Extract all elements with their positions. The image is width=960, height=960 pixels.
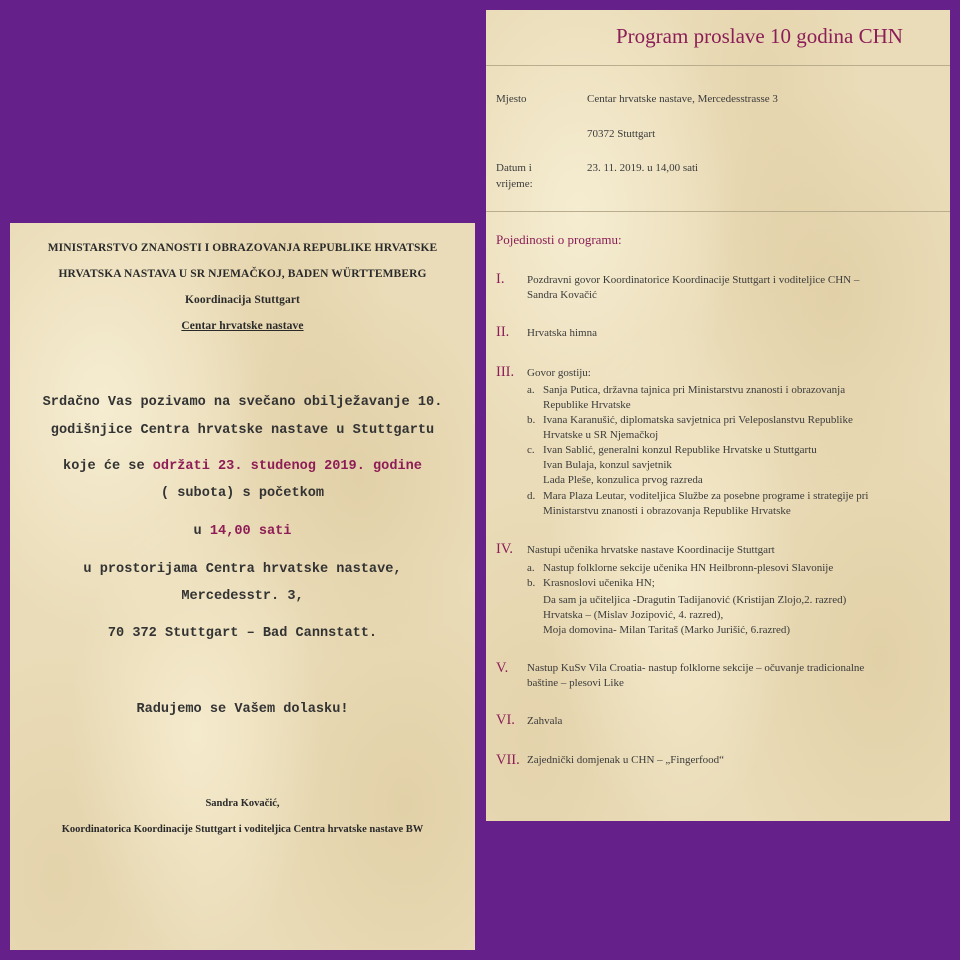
- program-card: [486, 10, 950, 821]
- invite-line-6: u prostorijama Centra hrvatske nastave,: [83, 562, 402, 577]
- coordination-heading: Koordinacija Stuttgart: [185, 294, 300, 306]
- program-details-heading: Pojedinosti o programu:: [496, 232, 622, 247]
- guest-a-line-1: Sanja Putica, državna tajnica pri Ministarstvu znanosti i obrazovanja: [543, 384, 846, 396]
- item-1-number: I.: [496, 271, 505, 287]
- guest-d-line-1: Mara Plaza Leutar, voditeljica Službe za posebne programe i strategije pri: [543, 490, 869, 502]
- invite-line-7: Mercedesstr. 3,: [181, 589, 304, 604]
- item-6-number: VI.: [496, 712, 515, 728]
- invite-line-3-text: koje će se: [63, 459, 153, 474]
- guest-d: [527, 489, 937, 519]
- item-1-line-1: Pozdravni govor Koordinatorice Koordinacije Stuttgart i voditeljice CHN –: [527, 274, 860, 286]
- item-5-line-1: Nastup KuSv Vila Croatia- nastup folklorne sekcije – očuvanje tradicionalne: [527, 662, 865, 674]
- center-heading-wrap: [10, 320, 475, 332]
- item-7-number: VII.: [496, 752, 520, 768]
- guest-a: [527, 383, 927, 413]
- invite-line-5-text: u: [193, 524, 210, 539]
- signature-role: Koordinatorica Koordinacije Stuttgart i voditeljica Centra hrvatske nastave BW: [61, 824, 424, 835]
- guest-b-letter: b.: [527, 414, 536, 426]
- item-3-line-1: Govor gostiju:: [527, 367, 591, 379]
- item-6-line-1: Zahvala: [527, 715, 563, 727]
- item-3-number: III.: [496, 364, 515, 380]
- datetime-label-2: vrijeme:: [496, 178, 533, 190]
- performance-b-line-1: Krasnoslovi učenika HN;: [543, 577, 655, 589]
- guest-c-letter: c.: [527, 444, 535, 456]
- guest-d-line-2: Ministarstvu znanosti i obrazovanja Republike Hrvatske: [543, 505, 791, 517]
- invite-line-8: 70 372 Stuttgart – Bad Cannstatt.: [107, 626, 378, 641]
- guest-b-line-1: Ivana Karanušić, diplomatska savjetnica pri Veleposlanstvu Republike: [543, 414, 853, 426]
- performance-b-line-3: Hrvatska – (Mislav Jozipović, 4. razred),: [543, 609, 724, 621]
- ministry-heading: MINISTARSTVO ZNANOSTI I OBRAZOVANJA REPUBLIKE HRVATSKE: [47, 242, 438, 254]
- item-2-number: II.: [496, 324, 510, 340]
- closing-line: Radujemo se Vašem dolasku!: [136, 702, 349, 717]
- item-5-number: V.: [496, 660, 509, 676]
- place-value: Centar hrvatske nastave, Mercedesstrasse 3: [587, 93, 778, 105]
- guest-b-line-2: Hrvatske u SR Njemačkoj: [543, 429, 659, 441]
- performance-b: [527, 576, 927, 636]
- datetime-label-1: Datum i: [496, 162, 532, 174]
- performance-b-line-2: Da sam ja učiteljica -Dragutin Tadijanović (Kristijan Zlojo,2. razred): [543, 594, 847, 606]
- guest-c: [527, 443, 927, 488]
- datetime-value: 23. 11. 2019. u 14,00 sati: [587, 162, 699, 174]
- guest-b: [527, 413, 927, 443]
- guest-a-line-2: Republike Hrvatske: [543, 399, 631, 411]
- performance-b-letter: b.: [527, 577, 536, 589]
- invite-line-1: Srdačno Vas pozivamo na svečano obilježavanje 10.: [42, 395, 443, 410]
- performance-a: [527, 561, 927, 576]
- guest-c-line-1: Ivan Sablić, generalni konzul Republike Hrvatske u Stuttgartu: [543, 444, 817, 456]
- guest-a-letter: a.: [527, 384, 535, 396]
- program-title: Program proslave 10 godina CHN: [616, 24, 903, 48]
- invite-line-3: [0, 459, 485, 474]
- item-7-line-1: Zajednički domjenak u CHN – „Fingerfood“: [527, 754, 725, 766]
- item-5-line-2: baštine – plesovi Like: [527, 677, 624, 689]
- guest-c-line-3: Lada Pleše, konzulica prvog razreda: [543, 474, 703, 486]
- invite-line-2: godišnjice Centra hrvatske nastave u Stuttgartu: [50, 423, 435, 438]
- info-divider: [486, 211, 950, 212]
- item-1-line-2: Sandra Kovačić: [527, 289, 597, 301]
- invite-line-5: [0, 524, 485, 539]
- event-date: održati 23. studenog 2019. godine: [152, 459, 422, 474]
- guest-d-letter: d.: [527, 490, 536, 502]
- invitation-card: [10, 223, 475, 950]
- place-city: 70372 Stuttgart: [587, 128, 656, 140]
- region-heading: HRVATSKA NASTAVA U SR NJEMAČKOJ, BADEN WÜRTTEMBERG: [58, 268, 427, 280]
- performance-a-letter: a.: [527, 562, 535, 574]
- invite-line-4: ( subota) s početkom: [160, 486, 325, 501]
- center-heading: Centar hrvatske nastave: [181, 320, 304, 332]
- item-2-line-1: Hrvatska himna: [527, 327, 597, 339]
- title-divider: [486, 65, 950, 66]
- performance-b-line-4: Moja domovina- Milan Taritaš (Marko Jurišić, 6.razred): [543, 624, 791, 636]
- performance-a-line-1: Nastup folklorne sekcije učenika HN Heilbronn-plesovi Slavonije: [543, 562, 834, 574]
- signature-name: Sandra Kovačić,: [205, 798, 280, 809]
- event-time: 14,00 sati: [209, 524, 292, 539]
- place-label: Mjesto: [496, 93, 527, 105]
- item-4-number: IV.: [496, 541, 514, 557]
- item-4-line-1: Nastupi učenika hrvatske nastave Koordinacije Stuttgart: [527, 544, 775, 556]
- guest-c-line-2: Ivan Bulaja, konzul savjetnik: [543, 459, 672, 471]
